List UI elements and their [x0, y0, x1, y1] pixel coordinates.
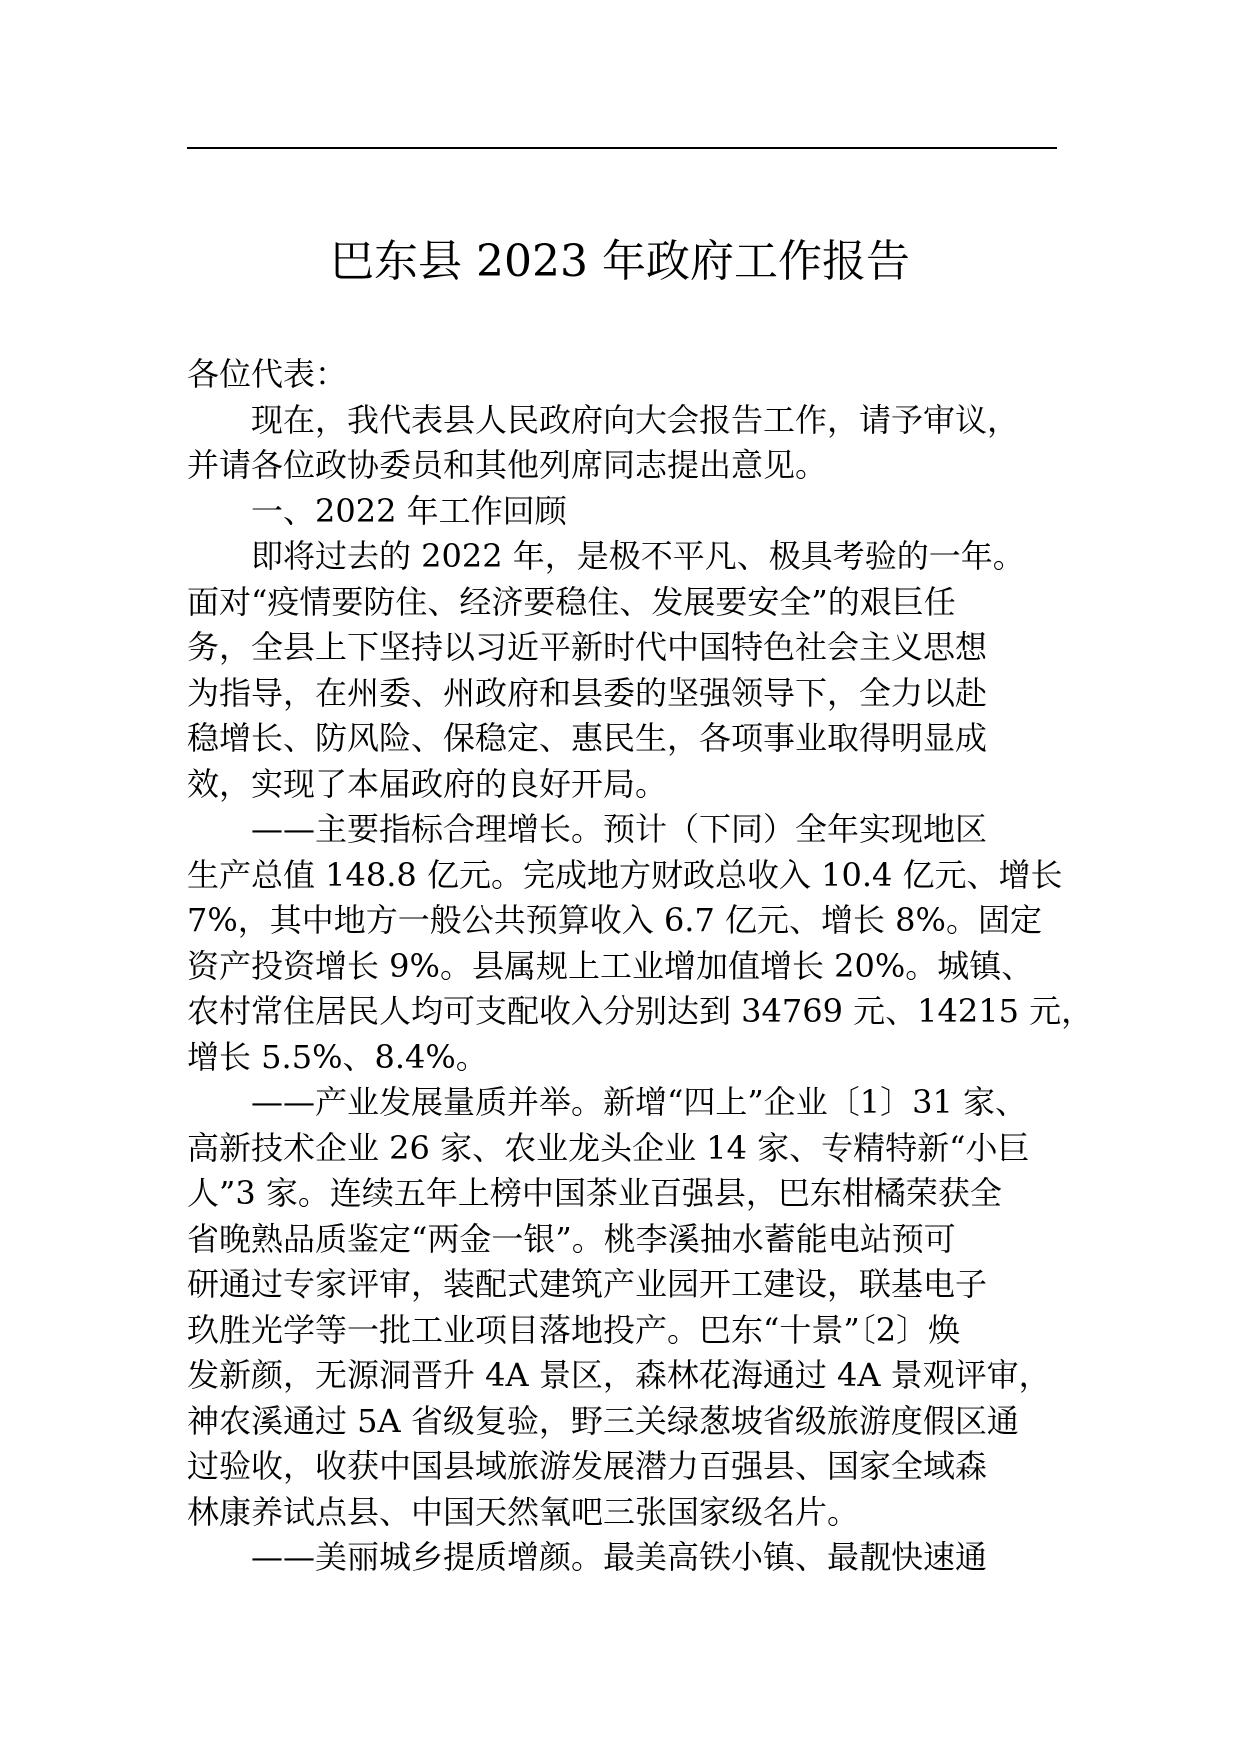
- text-line: ——产业发展量质并举。新增“四上”企业〔1〕31 家、: [251, 1083, 1027, 1121]
- text-line: 现在，我代表县人民政府向大会报告工作，请予审议，: [251, 400, 1020, 439]
- text-line: 7%，其中地方一般公共预算收入 6.7 亿元、增长 8%。固定: [187, 901, 1042, 939]
- text-line: 务，全县上下坚持以习近平新时代中国特色社会主义思想: [187, 628, 988, 666]
- text-line: 增长 5.5%、8.4%。: [187, 1037, 488, 1076]
- header-rule: [187, 147, 1057, 149]
- text-line: 面对“疫情要防住、经济要稳住、发展要安全”的艰巨任: [187, 582, 956, 621]
- text-line: 即将过去的 2022 年，是极不平凡、极具考验的一年。: [251, 537, 1025, 575]
- text-line: 资产投资增长 9%。县属规上工业增加值增长 20%。城镇、: [187, 946, 1034, 985]
- text-line: 效，实现了本届政府的良好开局。: [187, 764, 668, 803]
- text-line: 为指导，在州委、州政府和县委的坚强领导下，全力以赴: [187, 673, 988, 712]
- text-line: 研通过专家评审，装配式建筑产业园开工建设，联基电子: [187, 1265, 988, 1303]
- text-line: 林康养试点县、中国天然氧吧三张国家级名片。: [187, 1492, 860, 1531]
- text-line: 发新颜，无源洞晋升 4A 景区，森林花海通过 4A 景观评审，: [187, 1356, 1051, 1394]
- text-line: 玖胜光学等一批工业项目落地投产。巴东“十景”〔2〕焕: [187, 1310, 961, 1349]
- text-line: ——美丽城乡提质增颜。最美高铁小镇、最靓快速通: [251, 1538, 988, 1576]
- text-line: 并请各位政协委员和其他列席同志提出意见。: [187, 446, 828, 484]
- text-line: 省晚熟品质鉴定“两金一银”。桃李溪抽水蓄能电站预可: [187, 1219, 956, 1258]
- text-line: 稳增长、防风险、保稳定、惠民生，各项事业取得明显成: [187, 719, 988, 757]
- text-line: 过验收，收获中国县域旅游发展潜力百强县、国家全域森: [187, 1447, 988, 1485]
- text-line: 高新技术企业 26 家、农业龙头企业 14 家、专精特新“小巨: [187, 1128, 1030, 1167]
- document-body: [187, 352, 1094, 1581]
- text-line: 人”3 家。连续五年上榜中国茶业百强县，巴东柑橘荣获全: [187, 1174, 1002, 1212]
- text-line: 各位代表：: [187, 355, 348, 393]
- text-line: 生产总值 148.8 亿元。完成地方财政总收入 10.4 亿元、增长: [187, 855, 1063, 894]
- text-line: 一、2022 年工作回顾: [251, 491, 567, 530]
- document-title: 巴东县 2023 年政府工作报告: [330, 236, 910, 287]
- text-line: 神农溪通过 5A 省级复验，野三关绿葱坡省级旅游度假区通: [187, 1401, 1019, 1440]
- text-line: ——主要指标合理增长。预计（下同）全年实现地区: [251, 810, 988, 848]
- text-line: 农村常住居民人均可支配收入分别达到 34769 元、14215 元，: [187, 992, 1094, 1030]
